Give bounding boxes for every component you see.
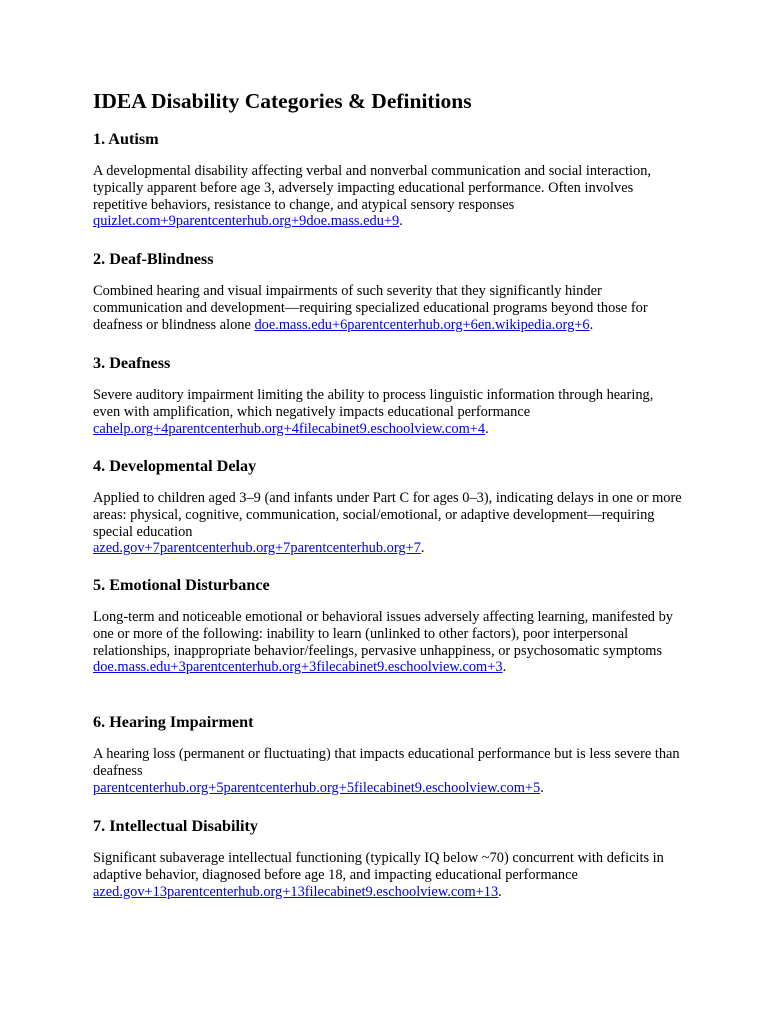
section-deaf-blindness bbox=[93, 249, 683, 333]
section-paragraph bbox=[93, 609, 683, 676]
source-link[interactable]: quizlet.com+9parentcenterhub.org+9doe.mass.edu+9 bbox=[93, 213, 400, 230]
section-heading: 7. Intellectual Disability bbox=[93, 817, 259, 835]
section-paragraph bbox=[93, 850, 683, 900]
trailing-period: . bbox=[485, 420, 489, 437]
source-link[interactable]: cahelp.org+4parentcenterhub.org+4filecabinet9.eschoolview.com+4 bbox=[93, 420, 486, 437]
section-paragraph bbox=[93, 490, 683, 557]
section-paragraph bbox=[93, 387, 683, 437]
section-heading: 1. Autism bbox=[93, 130, 159, 148]
section-paragraph bbox=[93, 283, 683, 333]
source-link[interactable]: doe.mass.edu+3parentcenterhub.org+3filecabinet9.eschoolview.com+3 bbox=[93, 659, 503, 676]
source-link[interactable]: parentcenterhub.org+5parentcenterhub.org+5filecabinet9.eschoolview.com+5 bbox=[93, 779, 541, 796]
trailing-period: . bbox=[420, 540, 425, 557]
section-deafness bbox=[93, 353, 683, 437]
definition-text: Applied to children aged 3–9 (and infants under Part C for ages 0–3), indicating delays in one or more areas: physical, cognitive, communication, social/emotional, or adaptive development—requiring special education bbox=[93, 490, 682, 540]
trailing-period: . bbox=[540, 779, 544, 796]
section-heading: 5. Emotional Disturbance bbox=[93, 576, 270, 594]
trailing-period: . bbox=[498, 883, 502, 900]
source-link[interactable]: doe.mass.edu+6parentcenterhub.org+6en.wikipedia.org+6 bbox=[254, 316, 590, 333]
trailing-period: . bbox=[589, 316, 594, 333]
section-hearing-impairment bbox=[93, 712, 683, 796]
definition-text: Significant subaverage intellectual functioning (typically IQ below ~70) concurrent with deficits in adaptive behavior, diagnosed before age 18, and impacting educational performance bbox=[93, 850, 664, 883]
trailing-period: . bbox=[399, 213, 403, 230]
source-link[interactable]: azed.gov+7parentcenterhub.org+7parentcenterhub.org+7 bbox=[93, 540, 421, 557]
page-title: IDEA Disability Categories & Definitions bbox=[93, 89, 472, 113]
section-heading: 6. Hearing Impairment bbox=[93, 713, 254, 731]
trailing-period: . bbox=[502, 659, 507, 676]
definition-text: Long-term and noticeable emotional or behavioral issues adversely affecting learning, manifested by one or more of the following: inability to learn (unlinked to other factors), poor interpersonal relationships, inappropriate behavior/feelings, pervasive unhappiness, or psychosomatic symptoms bbox=[93, 609, 673, 659]
section-developmental-delay bbox=[93, 456, 683, 557]
definition-text: A hearing loss (permanent or fluctuating) that impacts educational performance but is less severe than deafness bbox=[93, 746, 680, 779]
section-heading: 2. Deaf-Blindness bbox=[93, 250, 214, 268]
section-emotional-disturbance bbox=[93, 575, 683, 676]
section-autism bbox=[93, 129, 683, 230]
section-heading: 3. Deafness bbox=[93, 354, 171, 372]
definition-text: Combined hearing and visual impairments of such severity that they significantly hinder communication and development—requiring specialized educational programs beyond those for deafness or blindness alone bbox=[93, 283, 648, 333]
section-paragraph bbox=[93, 163, 683, 230]
section-paragraph bbox=[93, 746, 683, 796]
section-heading: 4. Developmental Delay bbox=[93, 457, 257, 475]
definition-text: Severe auditory impairment limiting the ability to process linguistic information through hearing, even with amplification, which negatively impacts educational performance bbox=[93, 387, 654, 420]
source-link[interactable]: azed.gov+13parentcenterhub.org+13filecabinet9.eschoolview.com+13 bbox=[93, 883, 499, 900]
section-intellectual-disability bbox=[93, 816, 683, 900]
definition-text: A developmental disability affecting verbal and nonverbal communication and social interaction, typically apparent before age 3, adversely impacting educational performance. Often involves repetitive behaviors, resistance to change, and atypical sensory responses bbox=[93, 163, 651, 213]
